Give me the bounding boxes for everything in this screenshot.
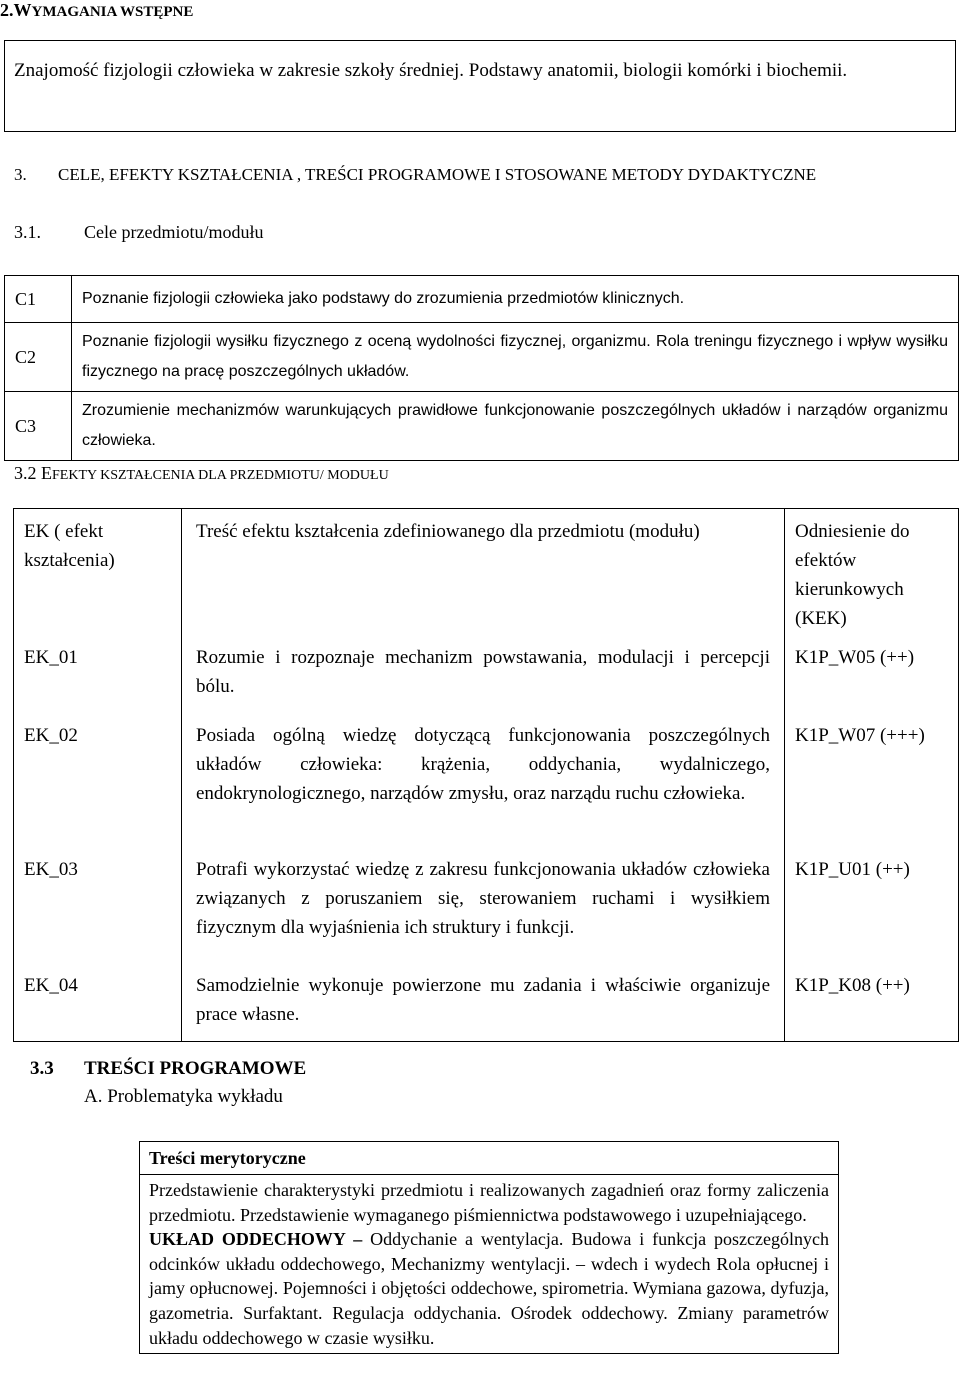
content-cell bbox=[140, 1175, 839, 1354]
section-3-3-heading bbox=[30, 1058, 306, 1080]
requirements-text: Znajomość fizjologii człowieka w zakresie szkoły średniej. Podstawy anatomii, biologii komórki i biochemii. bbox=[14, 60, 848, 81]
ek-kek: K1P_K08 (++) bbox=[785, 963, 959, 1042]
subsection-a-heading: A. Problematyka wykładu bbox=[84, 1086, 283, 1107]
section-number: 2. bbox=[0, 0, 14, 20]
ek-code: EK_02 bbox=[14, 713, 182, 847]
header-kek: Odniesienie do efektów kierunkowych (KEK) bbox=[785, 509, 959, 636]
content-header: Treści merytoryczne bbox=[140, 1142, 839, 1175]
table-row bbox=[14, 635, 959, 713]
table-row bbox=[14, 713, 959, 847]
goal-code: C3 bbox=[5, 392, 72, 461]
ek-kek: K1P_W05 (++) bbox=[785, 635, 959, 713]
goal-text: Poznanie fizjologii wysiłku fizycznego z oceną wydolności fizycznej, organizmu. Rola treningu fizycznego i wpływ wysiłku fizycznego na pracę poszczególnych układów. bbox=[72, 323, 959, 392]
section-title: Cele przedmiotu/modułu bbox=[84, 222, 264, 242]
table-row bbox=[14, 847, 959, 963]
goals-table bbox=[4, 275, 959, 461]
section-2-heading bbox=[0, 0, 193, 21]
ek-code: EK_01 bbox=[14, 635, 182, 713]
header-ek: EK ( efekt kształcenia) bbox=[14, 509, 182, 636]
respiratory-text: Oddychanie a wentylacja. Budowa i funkcja poszczególnych odcinków układu oddechowego, Mechanizmy wentylacji. – wdech i wydech Rola opłucnej i jamy opłucnowej. Pojemności i objętości oddechowe, spirometria. Wymiana gazowa, dyfuzja, gazometria. Surfaktant. Regulacja oddychania. Ośrodek oddechowy. Zmiany parametrów układu oddechowego w czasie wysiłku. bbox=[149, 1229, 830, 1348]
ek-text: Samodzielnie wykonuje powierzone mu zadania i właściwie organizuje prace własne. bbox=[182, 963, 785, 1042]
goal-text: Zrozumienie mechanizmów warunkujących prawidłowe funkcjonowanie poszczególnych układów i narządów organizmu człowieka. bbox=[72, 392, 959, 461]
heading-rest: FEKTY KSZTAŁCENIA DLA PRZEDMIOTU/ MODUŁU bbox=[52, 468, 389, 483]
ek-kek: K1P_W07 (+++) bbox=[785, 713, 959, 847]
header-content: Treść efektu kształcenia zdefiniowanego dla przedmiotu (modułu) bbox=[182, 509, 785, 636]
table-row bbox=[140, 1175, 839, 1354]
section-number: 3. bbox=[14, 165, 27, 184]
table-row bbox=[5, 323, 959, 392]
section-3-heading bbox=[14, 165, 816, 185]
heading-initial: E bbox=[41, 463, 52, 483]
table-row bbox=[5, 392, 959, 461]
content-paragraph-respiratory bbox=[149, 1227, 829, 1350]
table-row bbox=[5, 276, 959, 323]
table-header-row bbox=[140, 1142, 839, 1175]
ek-code: EK_03 bbox=[14, 847, 182, 963]
section-number: 3.3 bbox=[30, 1058, 54, 1079]
ek-text: Rozumie i rozpoznaje mechanizm powstawania, modulacji i percepcji bólu. bbox=[182, 635, 785, 713]
ek-kek: K1P_U01 (++) bbox=[785, 847, 959, 963]
section-number: 3.2 bbox=[14, 463, 37, 483]
requirements-box bbox=[4, 40, 956, 132]
content-table bbox=[139, 1141, 839, 1354]
goal-code: C1 bbox=[5, 276, 72, 323]
section-number: 3.1. bbox=[14, 222, 41, 242]
content-paragraph-intro: Przedstawienie charakterystyki przedmiotu i realizowanych zagadnień oraz formy zaliczenia przedmiotu. Przedstawienie wymaganego piśmiennictwa podstawowego i uzupełniającego. bbox=[149, 1180, 829, 1225]
section-3-1-heading bbox=[14, 222, 263, 243]
heading-rest: YMAGANIA WSTĘPNE bbox=[31, 4, 194, 20]
respiratory-label: UKŁAD ODDECHOWY – bbox=[149, 1229, 363, 1250]
section-title: CELE, EFEKTY KSZTAŁCENIA , TREŚCI PROGRAMOWE I STOSOWANE METODY DYDAKTYCZNE bbox=[58, 165, 817, 184]
learning-outcomes-table bbox=[13, 508, 959, 1042]
section-title: TREŚCI PROGRAMOWE bbox=[84, 1058, 307, 1079]
goal-text: Poznanie fizjologii człowieka jako podstawy do zrozumienia przedmiotów klinicznych. bbox=[72, 276, 959, 323]
section-3-2-heading bbox=[14, 463, 389, 484]
table-header-row bbox=[14, 509, 959, 636]
ek-code: EK_04 bbox=[14, 963, 182, 1042]
table-row bbox=[14, 963, 959, 1042]
ek-text: Posiada ogólną wiedzę dotyczącą funkcjonowania poszczególnych układów człowieka: krążenia, oddychania, wydalniczego, endokrynologicznego, narządów zmysłu, oraz narządu ruchu człowieka. bbox=[182, 713, 785, 847]
heading-initial: W bbox=[13, 0, 32, 20]
ek-text: Potrafi wykorzystać wiedzę z zakresu funkcjonowania układów człowieka związanych z poruszaniem się, sterowaniem ruchami i wysiłkiem fizycznym dla wyjaśnienia ich struktury i funkcji. bbox=[182, 847, 785, 963]
goal-code: C2 bbox=[5, 323, 72, 392]
